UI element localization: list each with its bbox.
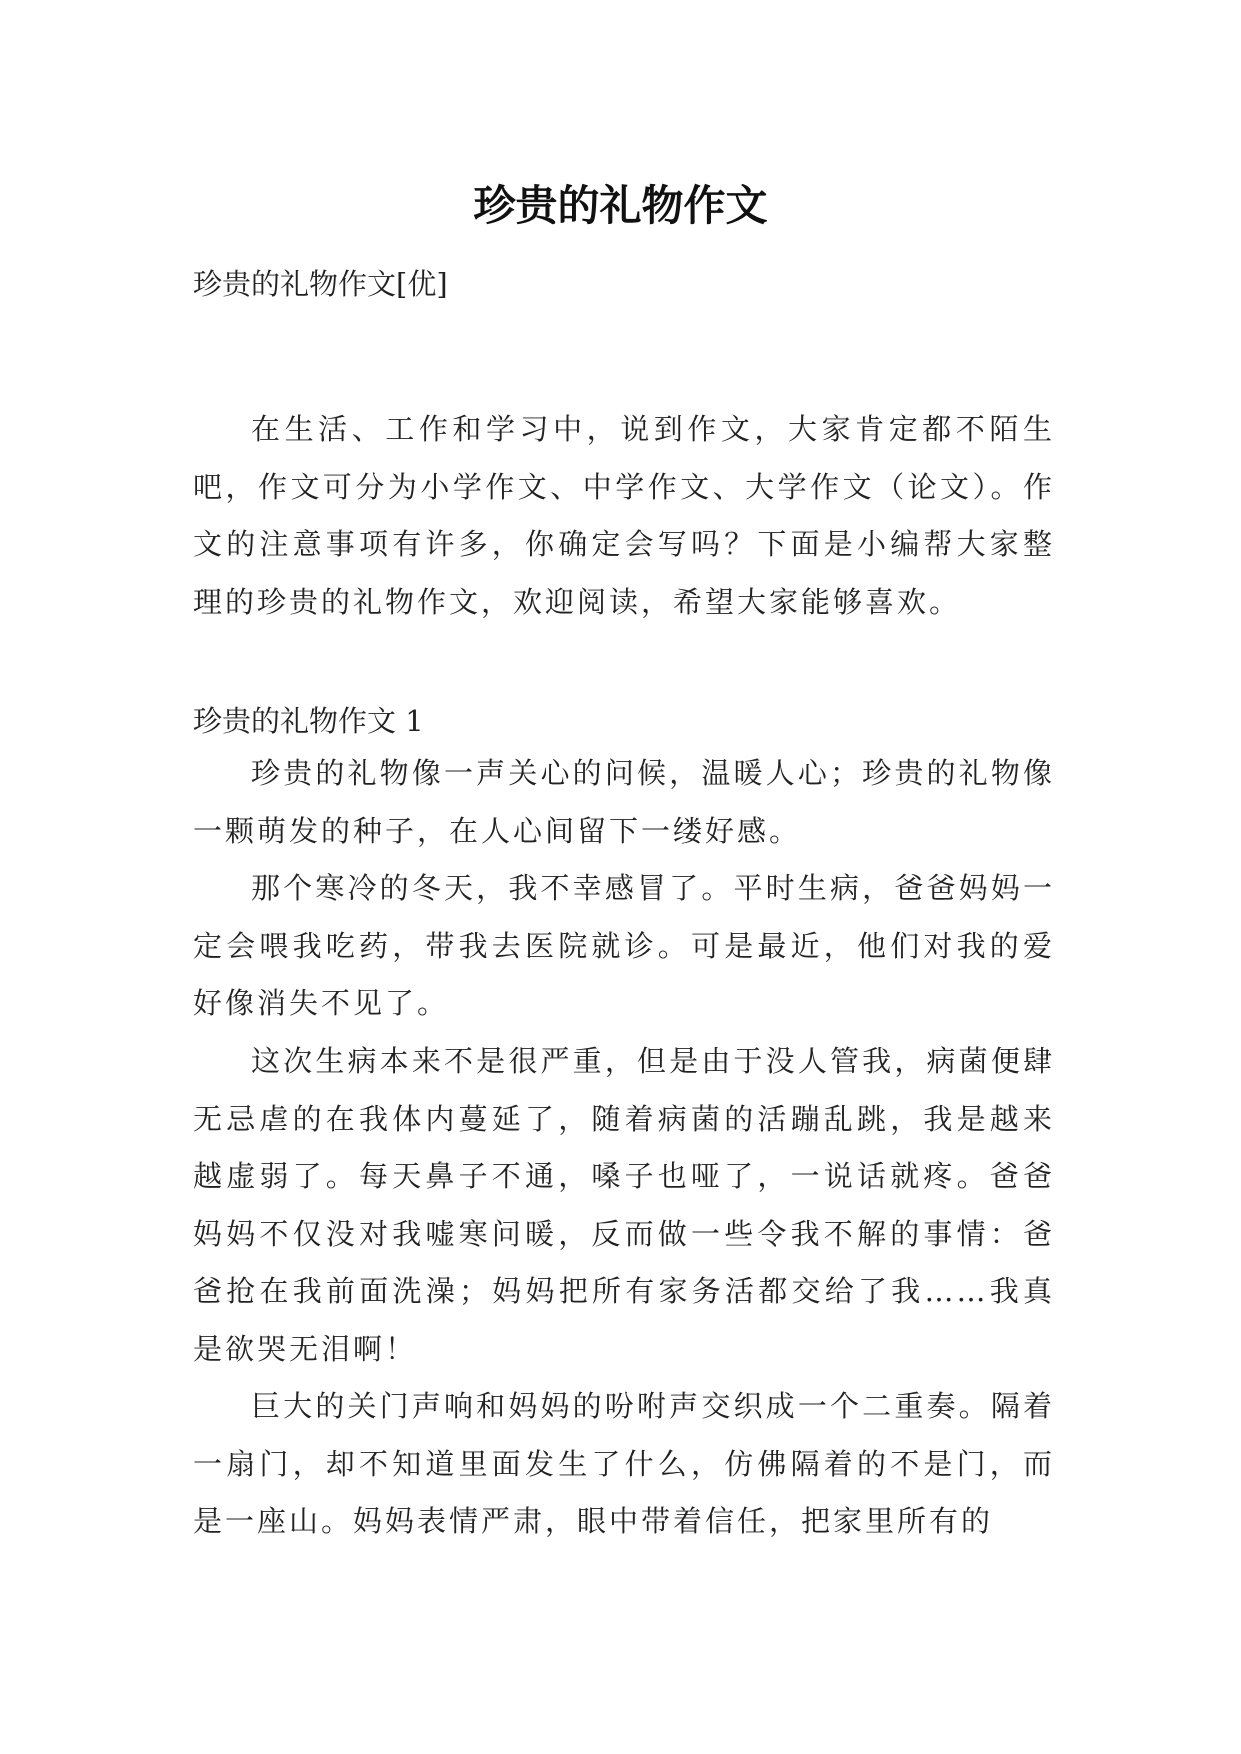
body-paragraph: 那个寒冷的冬天，我不幸感冒了。平时生病，爸爸妈妈一定会喂我吃药，带我去医院就诊。可是最近，他们对我的爱好像消失不见了。 [193, 871, 1055, 1020]
document-title: 珍贵的礼物作文 [473, 181, 768, 231]
intro-paragraph: 在生活、工作和学习中，说到作文，大家肯定都不陌生吧，作文可分为小学作文、中学作文、大学作文（论文）。作文的注意事项有许多，你确定会写吗？下面是小编帮大家整理的珍贵的礼物作文，欢迎阅读，希望大家能够喜欢。 [193, 412, 1055, 619]
body-paragraph: 巨大的关门声响和妈妈的吩咐声交织成一个二重奏。隔着一扇门，却不知道里面发生了什么，仿佛隔着的不是门，而是一座山。妈妈表情严肃，眼中带着信任，把家里所有的 [193, 1389, 1055, 1538]
document-subtitle: 珍贵的礼物作文[优] [193, 267, 448, 301]
section-heading: 珍贵的礼物作文 1 [193, 704, 424, 738]
body-paragraph: 珍贵的礼物像一声关心的问候，温暖人心；珍贵的礼物像一颗萌发的种子，在人心间留下一缕好感。 [193, 756, 1055, 848]
body-paragraph: 这次生病本来不是很严重，但是由于没人管我，病菌便肆无忌虐的在我体内蔓延了，随着病菌的活蹦乱跳，我是越来越虚弱了。每天鼻子不通，嗓子也哑了，一说话就疼。爸爸妈妈不仅没对我嘘寒问暖，反而做一些令我不解的事情：爸爸抢在我前面洗澡；妈妈把所有家务活都交给了我……我真是欲哭无泪啊！ [193, 1044, 1055, 1366]
